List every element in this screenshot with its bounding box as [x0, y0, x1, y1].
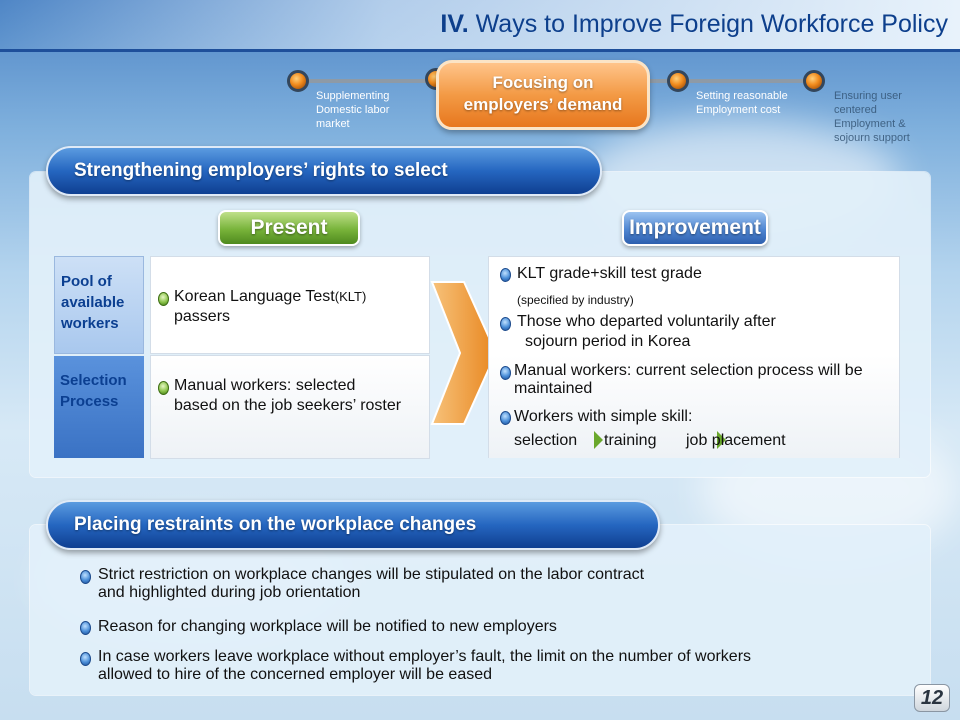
title-text: Ways to Improve Foreign Workforce Policy: [475, 10, 948, 38]
step-3-label: Setting reasonable Employment cost: [696, 90, 788, 116]
improvement-tag: Improvement: [622, 210, 768, 246]
improve-item-2: Those who departed voluntarily after sojourn period in Korea: [517, 313, 776, 350]
improve-item-1-note: (specified by industry): [517, 293, 634, 307]
title-bar: [0, 0, 960, 52]
bullet-icon: [158, 381, 169, 395]
restraint-item-1: Strict restriction on workplace changes will be stipulated on the labor contract and highlighted during job orientation: [98, 566, 645, 601]
step-4-dot-icon: [803, 70, 825, 92]
bullet-icon: [500, 411, 511, 425]
row-label-selection: Selection Process: [54, 356, 144, 458]
page-number: 12: [914, 684, 950, 712]
step-2-active: Focusing on employers’ demand: [436, 60, 650, 130]
row-label-pool: Pool of available workers: [54, 256, 144, 354]
present-pool-text: Korean Language Test(KLT) passers: [174, 288, 367, 325]
section-1-heading: Strengthening employers’ rights to select: [46, 146, 602, 196]
bullet-icon: [80, 652, 91, 666]
present-tag: Present: [218, 210, 360, 246]
bullet-icon: [158, 292, 169, 306]
improve-item-4-flow: job placement: [686, 432, 786, 449]
improve-item-4: Workers with simple skill:: [514, 408, 693, 425]
page-title: [440, 10, 948, 39]
improve-item-3: Manual workers: current selection process will be maintained: [514, 362, 863, 397]
bullet-icon: [500, 268, 511, 282]
improve-item-1: KLT grade+skill test grade: [517, 265, 702, 282]
step-1-dot-icon: [287, 70, 309, 92]
improve-item-4-flow: selection: [514, 432, 578, 449]
title-numeral: IV.: [440, 10, 469, 38]
step-4-label: Ensuring user centered Employment & sojourn support: [834, 90, 910, 144]
improve-item-4-flow: training: [604, 432, 657, 449]
step-3-dot-icon: [667, 70, 689, 92]
section-2-heading: Placing restraints on the workplace changes: [46, 500, 660, 550]
step-1-label: Supplementing Domestic labor market: [316, 90, 390, 130]
restraint-item-2: Reason for changing workplace will be notified to new employers: [98, 618, 557, 635]
bullet-icon: [80, 621, 91, 635]
chevron-right-icon: [594, 431, 603, 449]
restraint-item-3: In case workers leave workplace without employer’s fault, the limit on the number of workers allowed to hire of the concerned employer will be eased: [98, 648, 752, 683]
present-selection-text: Manual workers: selected based on the job seekers’ roster: [174, 377, 402, 414]
bullet-icon: [80, 570, 91, 584]
bullet-icon: [500, 317, 511, 331]
bullet-icon: [500, 366, 511, 380]
